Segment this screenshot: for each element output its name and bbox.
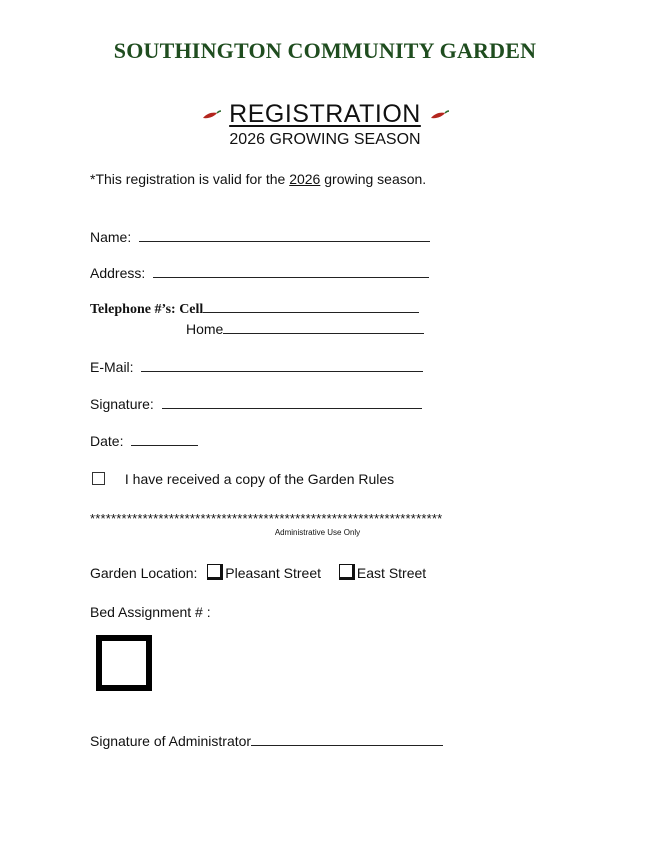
pleasant-street-label: Pleasant Street [225,565,322,581]
admin-signature-row [90,731,443,749]
notice-year: 2026 [289,171,321,187]
telephone-label: Telephone #’s: Cell [90,302,204,317]
email-label: E-Mail: [90,359,134,375]
signature-row [90,394,422,412]
admin-signature-field[interactable] [251,731,443,746]
chili-pepper-icon [200,109,222,121]
organization-name: SOUTHINGTON COMMUNITY GARDEN [113,38,537,63]
chili-pepper-icon [428,109,450,121]
pleasant-street-checkbox[interactable] [207,564,223,580]
name-row [90,227,430,245]
signature-field[interactable] [162,394,422,409]
validity-notice [90,171,426,187]
home-phone-label: Home [186,321,224,337]
email-row [90,357,423,375]
email-field[interactable] [141,357,423,372]
notice-text: *This registration is valid for the [90,171,290,187]
rules-ack-checkbox[interactable] [92,472,105,485]
address-label: Address: [90,265,146,281]
form-subtitle: 2026 GROWING SEASON [229,131,421,148]
address-field[interactable] [153,263,429,278]
garden-location-row [90,564,426,581]
bed-assignment-box[interactable] [96,635,152,691]
admin-signature-label: Signature of Administrator [90,733,252,749]
name-label: Name: [90,229,132,245]
rules-ack-label: I have received a copy of the Garden Rules [124,471,395,487]
cell-phone-row [90,298,419,318]
east-street-checkbox[interactable] [339,564,355,580]
address-row [90,263,429,281]
garden-location-label: Garden Location: [90,565,198,581]
home-phone-row [186,319,424,337]
date-row [90,431,198,449]
form-title [0,100,650,129]
rules-ack-row [92,471,394,487]
cell-phone-field[interactable] [203,298,419,313]
notice-text-end: growing season. [320,171,427,187]
bed-assignment-label: Bed Assignment # : [90,604,211,620]
admin-use-note: Administrative Use Only [274,528,361,537]
form-title-text: REGISTRATION [229,100,421,128]
name-field[interactable] [139,227,430,242]
date-label: Date: [90,433,124,449]
home-phone-field[interactable] [223,319,424,334]
signature-label: Signature: [90,396,154,412]
date-field[interactable] [131,431,198,446]
east-street-label: East Street [356,565,427,581]
divider: ******************************************************************* [90,511,443,526]
